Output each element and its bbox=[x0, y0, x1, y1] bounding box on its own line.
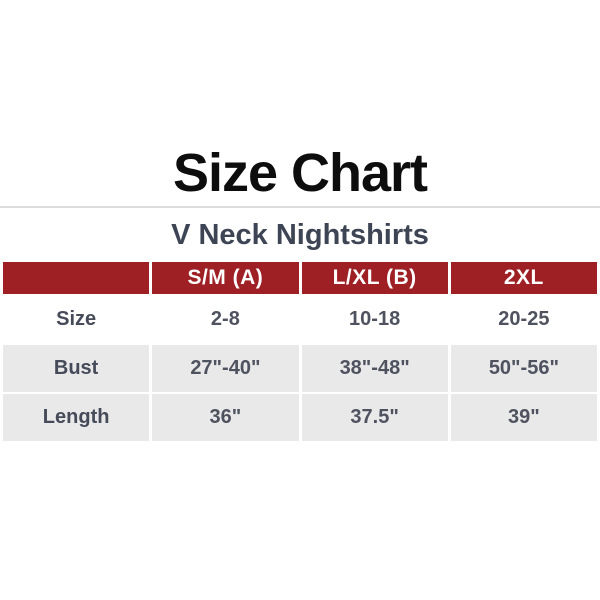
table-row-length bbox=[3, 394, 597, 441]
length-sm-value: 36" bbox=[152, 394, 298, 441]
title-divider bbox=[0, 206, 600, 208]
page-title: Size Chart bbox=[172, 143, 428, 203]
bust-2xl-value: 50"-56" bbox=[451, 345, 597, 392]
length-2xl-value: 39" bbox=[451, 394, 597, 441]
table-header-row bbox=[3, 262, 597, 294]
row-label-length: Length bbox=[3, 394, 149, 441]
product-subtitle: V Neck Nightshirts bbox=[171, 219, 429, 251]
row-label-size: Size bbox=[3, 296, 149, 343]
size-lxl-value: 10-18 bbox=[302, 296, 448, 343]
size-chart-table bbox=[0, 260, 600, 443]
header-cell-lxl: L/XL (B) bbox=[302, 262, 448, 294]
size-sm-value: 2-8 bbox=[152, 296, 298, 343]
row-label-bust: Bust bbox=[3, 345, 149, 392]
header-cell-sm: S/M (A) bbox=[152, 262, 298, 294]
table-row-size bbox=[3, 296, 597, 343]
header-cell-2xl: 2XL bbox=[451, 262, 597, 294]
length-lxl-value: 37.5" bbox=[302, 394, 448, 441]
size-2xl-value: 20-25 bbox=[451, 296, 597, 343]
table-row-bust bbox=[3, 345, 597, 392]
bust-lxl-value: 38"-48" bbox=[302, 345, 448, 392]
bust-sm-value: 27"-40" bbox=[152, 345, 298, 392]
header-cell-empty bbox=[3, 262, 149, 294]
